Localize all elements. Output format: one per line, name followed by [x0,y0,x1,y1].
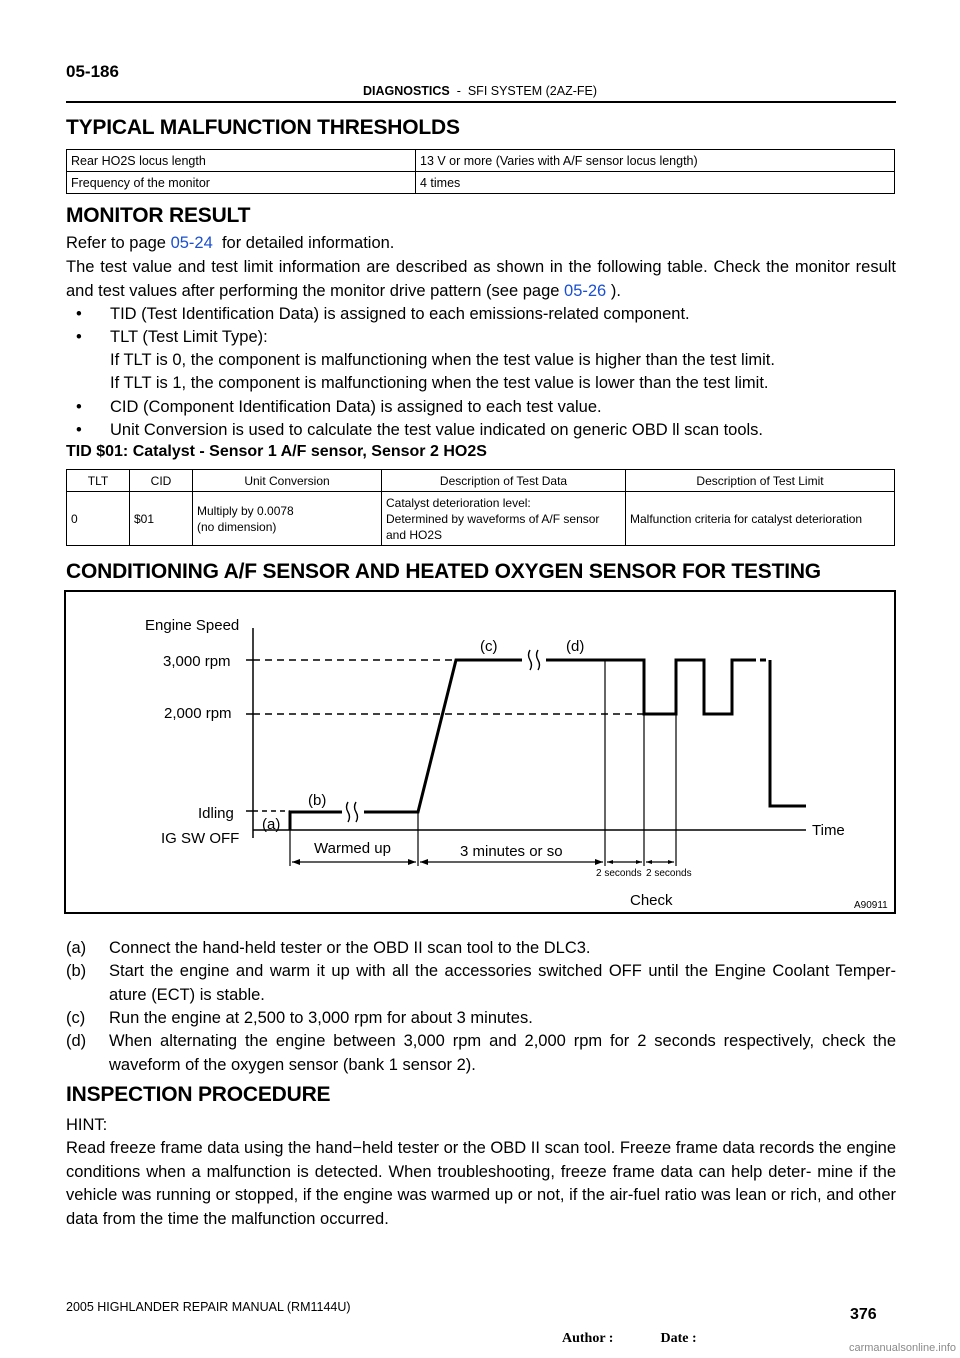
bullet-icon: • [76,328,82,346]
header-separator: - [456,84,461,98]
ref-text-pre: Refer to page [66,234,171,252]
column-header: Description of Test Limit [626,470,895,492]
table-cell: Frequency of the monitor [67,172,416,194]
running-header [0,84,960,98]
bullet-text: CID (Component Identification Data) is assigned to each test value. [110,398,602,416]
table-cell [193,492,382,546]
inspection-text: Read freeze frame data using the hand−held tester or the OBD II scan tool. Freeze frame data records the engine conditions when a malfunction is detected. When troubleshooting, freeze frame data can help deter- mine if the vehicle was running or stopped, if the engine was warmed up or not, if the air-fuel ratio was lean or rich, and other data from the time the malfunction occurred. [66,1139,896,1228]
table-cell: Rear HO2S locus length [67,150,416,172]
table-cell [382,492,626,546]
tid-table [66,469,895,546]
phase-3-minutes: 3 minutes or so [460,843,563,860]
table-cell: Malfunction criteria for catalyst deterioration [626,492,895,546]
monitor-title: MONITOR RESULT [66,204,251,227]
table-cell: 0 [67,492,130,546]
level-igoff-label: IG SW OFF [161,830,240,847]
cell-line: and HO2S [386,527,443,542]
y-axis-title: Engine Speed [145,617,240,634]
bullet-icon: • [76,305,82,323]
bullet-text: Unit Conversion is used to calculate the test value indicated on generic OBD ll scan tools. [110,421,764,439]
page-code: 05-186 [66,62,119,81]
step-label: (b) [66,962,87,980]
figure-id: A90911 [854,900,888,911]
step-text: Connect the hand-held tester or the OBD II scan tool to the DLC3. [109,939,591,957]
header-subsection: SFI SYSTEM (2AZ-FE) [467,84,598,98]
bullet-icon: • [76,398,82,416]
thresholds-table [66,149,895,194]
column-header: TLT [67,470,130,492]
monitor-paragraph [66,256,896,303]
para-text-pre: The test value and test limit information are described as shown in the following table. Check the monitor result and test values after performing the monitor drive pattern (see page [66,258,896,300]
x-axis-label: Time [812,822,845,839]
bullet-subtext: If TLT is 1, the component is malfunctioning when the test value is lower than the test limit. [110,374,769,392]
hint-label: HINT: [66,1116,108,1134]
step-a [66,937,896,961]
step-text: When alternating the engine between 3,000 rpm and 2,000 rpm for 2 seconds respectively, check the waveform of the oxygen sensor (bank 1 sensor 2). [109,1032,896,1074]
monitor-ref [66,232,394,256]
seconds-label-1: 2 seconds [596,868,642,879]
marker-c: (c) [480,638,498,655]
bullet-text: TLT (Test Limit Type): [110,328,268,346]
cell-line: (no dimension) [197,519,277,534]
table-header-row [67,470,895,492]
phase-warmed-up: Warmed up [314,840,391,857]
step-label: (d) [66,1032,87,1050]
step-text: Run the engine at 2,500 to 3,000 rpm for about 3 minutes. [109,1009,533,1027]
step-b [66,960,896,1007]
column-header: CID [130,470,193,492]
table-cell: $01 [130,492,193,546]
drive-pattern-diagram [64,590,896,914]
marker-a: (a) [262,816,281,833]
table-cell: 13 V or more (Varies with A/F sensor locus length) [416,150,895,172]
step-label: (c) [66,1009,86,1027]
header-rule [66,101,896,103]
manual-footer: 2005 HIGHLANDER REPAIR MANUAL (RM1144U) [66,1300,351,1314]
table-row [67,172,895,194]
ref-link[interactable]: 05-24 [170,234,213,252]
level-2000-label: 2,000 rpm [164,705,232,722]
ref-text-post: for detailed information. [221,234,395,252]
level-idling-label: Idling [198,805,234,822]
cell-line: Multiply by 0.0078 [197,503,294,518]
step-label: (a) [66,939,87,957]
cell-line: Catalyst deterioration level: [386,495,531,510]
date-label: Date : [660,1331,697,1346]
step-d [66,1030,896,1077]
table-row [67,492,895,546]
header-section: DIAGNOSTICS [362,84,450,98]
column-header: Unit Conversion [193,470,382,492]
table-cell: 4 times [416,172,895,194]
tid-title: TID $01: Catalyst - Sensor 1 A/F sensor, Sensor 2 HO2S [66,443,487,460]
check-label: Check [630,892,673,909]
bullet-text: TID (Test Identification Data) is assigned to each emissions-related component. [110,305,690,323]
level-3000-label: 3,000 rpm [163,653,231,670]
conditioning-title: CONDITIONING A/F SENSOR AND HEATED OXYGEN SENSOR FOR TESTING [66,560,821,583]
bullet-subtext: If TLT is 0, the component is malfunctioning when the test value is higher than the test limit. [110,351,775,369]
para-text-post: ). [610,281,621,300]
page-number: 376 [850,1306,877,1323]
table-row [67,150,895,172]
watermark: carmanualsonline.info [848,1342,956,1354]
author-label: Author : [562,1331,614,1346]
step-text: Start the engine and warm it up with all the accessories switched OFF until the Engine Coolant Temper- ature (ECT) is stable. [109,962,896,1004]
inspection-title: INSPECTION PROCEDURE [66,1083,331,1106]
marker-b: (b) [308,792,327,809]
column-header: Description of Test Data [382,470,626,492]
thresholds-title: TYPICAL MALFUNCTION THRESHOLDS [66,116,460,139]
marker-d: (d) [566,638,585,655]
seconds-label-2: 2 seconds [646,868,692,879]
bullet-icon: • [76,421,82,439]
page-link[interactable]: 05-26 [564,281,607,300]
author-date-line [562,1331,697,1347]
step-c [66,1007,896,1031]
cell-line: Determined by waveforms of A/F sensor [386,511,600,526]
